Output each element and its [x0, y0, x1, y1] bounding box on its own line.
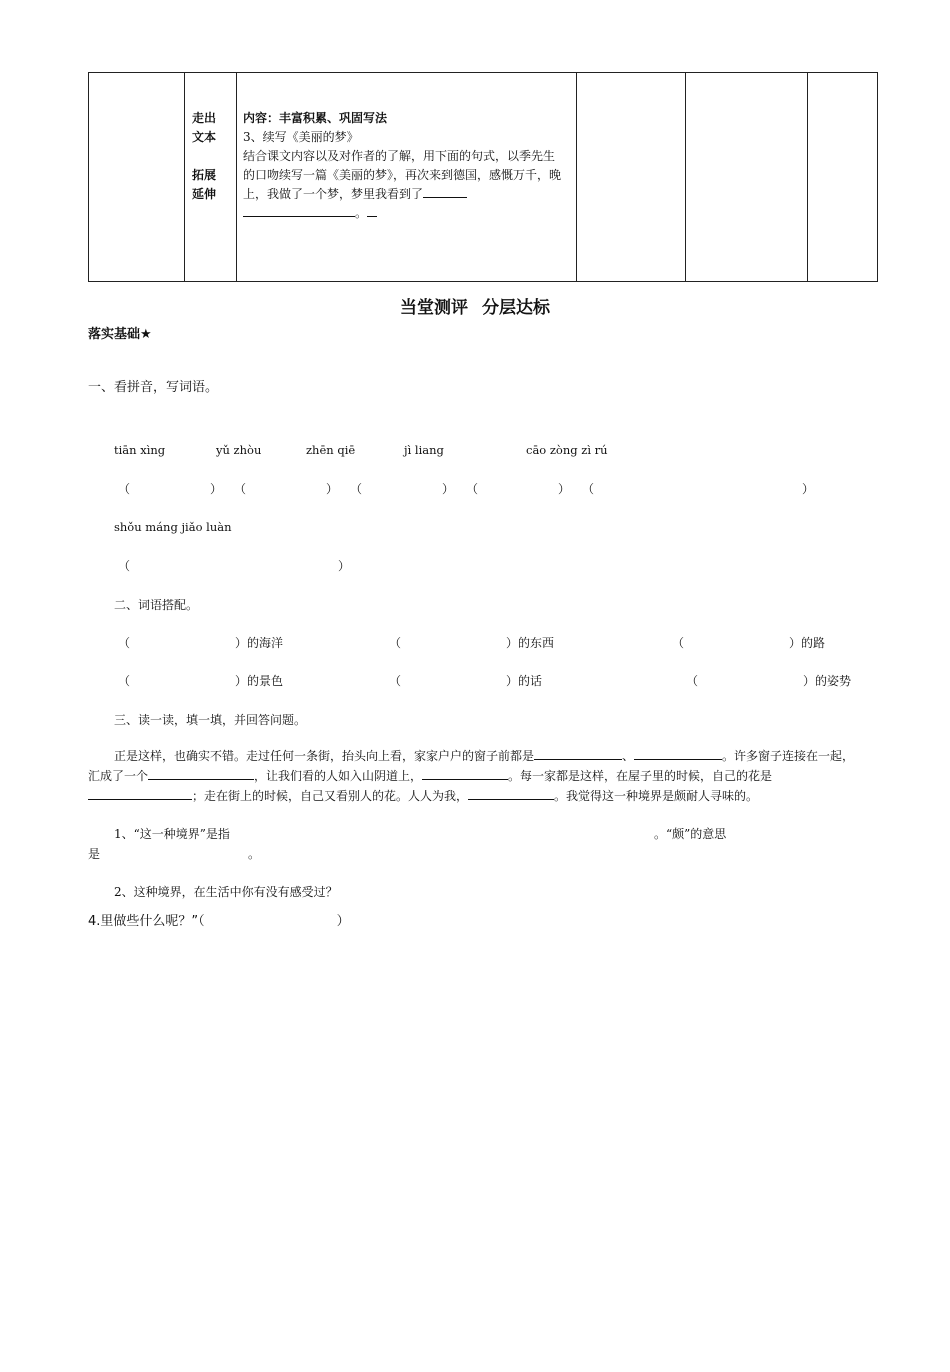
passage-text: 。我觉得这一种境界是颇耐人寻味的。	[554, 789, 759, 803]
collocation-item: ）的景色	[235, 674, 284, 688]
answer-bracket-open: （	[118, 636, 131, 650]
answer-bracket-close: ）	[442, 482, 455, 496]
pinyin: zhēn qiē	[306, 443, 356, 457]
activity-content	[243, 109, 573, 223]
passage-text: 。每一家都是这样，在屋子里的时候，自己的花是	[508, 769, 773, 783]
passage-text: ，让我们看的人如入山阴道上，	[254, 769, 423, 783]
sub-question-2: 2、这种境界，在生活中你有没有感受过？	[114, 885, 338, 899]
answer-bracket-close: ）	[210, 482, 223, 496]
section-title	[0, 293, 950, 318]
passage-text: ；走在街上的时候，自己又看别人的花。人人为我，	[192, 789, 469, 803]
question-1-title: 一、看拼音，写词语。	[88, 380, 219, 395]
answer-bracket-close: ）	[326, 482, 339, 496]
answer-blank[interactable]	[534, 747, 622, 760]
activity-heading: 内容：丰富积累、巩固写法	[243, 111, 388, 125]
pinyin: tiān xìng	[114, 443, 166, 457]
pinyin: cāo zòng zì rú	[526, 443, 608, 457]
answer-blank[interactable]	[422, 767, 508, 780]
answer-bracket-open: （	[389, 674, 402, 688]
answer-blank[interactable]	[367, 204, 377, 217]
pinyin: jì liang	[404, 443, 444, 457]
table-divider	[685, 73, 686, 281]
question-2-title: 二、词语搭配。	[114, 598, 199, 612]
trailing-line	[88, 910, 350, 929]
answer-bracket-open: （	[118, 559, 131, 573]
table-divider	[576, 73, 577, 281]
stage-label-line: 拓展	[192, 168, 217, 182]
answer-bracket-close: ）	[558, 482, 571, 496]
answer-bracket-open: （	[672, 636, 685, 650]
trailing-text: 4.里做些什么呢？”（	[88, 914, 205, 929]
question-3-title: 三、读一读，填一填，并回答问题。	[114, 713, 307, 727]
stage-label	[192, 109, 232, 204]
answer-bracket-open: （	[466, 482, 479, 496]
lesson-table	[88, 72, 878, 282]
answer-bracket-close: ）	[338, 559, 351, 573]
sub-question-1-cont: 是	[88, 847, 101, 861]
answer-bracket-open: （	[686, 674, 699, 688]
answer-bracket-close: ）	[802, 482, 815, 496]
pinyin: yǔ zhòu	[216, 443, 262, 457]
collocation-item: ）的海洋	[235, 636, 284, 650]
reading-passage	[88, 746, 866, 806]
stage-label-line: 走出	[192, 111, 217, 125]
answer-bracket-open: （	[234, 482, 247, 496]
answer-blank[interactable]	[148, 767, 254, 780]
passage-text: 。许多窗子连接在一起，汇成了一个	[88, 749, 855, 783]
answer-blank[interactable]	[243, 204, 355, 217]
answer-blank[interactable]	[634, 747, 722, 760]
activity-line-end: 。	[355, 206, 368, 220]
stage-label-line: 文本	[192, 130, 217, 144]
answer-blank[interactable]	[88, 787, 192, 800]
collocation-item: ）的姿势	[803, 674, 852, 688]
answer-bracket-open: （	[582, 482, 595, 496]
activity-line: 结合课文内容以及对作者的了解，用下面的句式，以季先生	[243, 149, 556, 163]
activity-line-text: 上，我做了一个梦，梦里我看到了	[243, 187, 424, 201]
answer-bracket-open: （	[389, 636, 402, 650]
sub-question-1: 1、“这一种境界”是指	[114, 827, 230, 841]
answer-blank[interactable]	[423, 185, 467, 198]
pinyin: shǒu máng jiǎo luàn	[114, 520, 232, 534]
table-divider	[184, 73, 185, 281]
answer-bracket-open: （	[118, 674, 131, 688]
activity-line	[243, 204, 573, 223]
activity-line	[243, 185, 573, 204]
activity-line: 3、续写《美丽的梦》	[243, 130, 359, 144]
passage-text: 、	[622, 749, 635, 763]
answer-bracket-open: （	[118, 482, 131, 496]
section-title-a: 当堂测评	[400, 298, 468, 318]
answer-bracket-open: （	[350, 482, 363, 496]
passage-text: 正是这样，也确实不错。走过任何一条街，抬头向上看，家家户户的窗子前都是	[114, 749, 535, 763]
answer-blank[interactable]	[468, 787, 554, 800]
answer-bracket-close: ）	[336, 914, 350, 929]
section-subhead: 落实基础★	[88, 327, 152, 342]
collocation-item: ）的话	[506, 674, 543, 688]
table-divider	[236, 73, 237, 281]
table-divider	[807, 73, 808, 281]
collocation-item: ）的东西	[506, 636, 555, 650]
activity-line: 的口吻续写一篇《美丽的梦》，再次来到德国，感慨万千，晚	[243, 168, 562, 182]
collocation-item: ）的路	[789, 636, 826, 650]
section-title-b: 分层达标	[482, 298, 550, 318]
sub-question-1-cont: 。“颇”的意思	[654, 827, 727, 841]
stage-label-line: 延伸	[192, 187, 217, 201]
sub-question-1-end: 。	[248, 847, 261, 861]
